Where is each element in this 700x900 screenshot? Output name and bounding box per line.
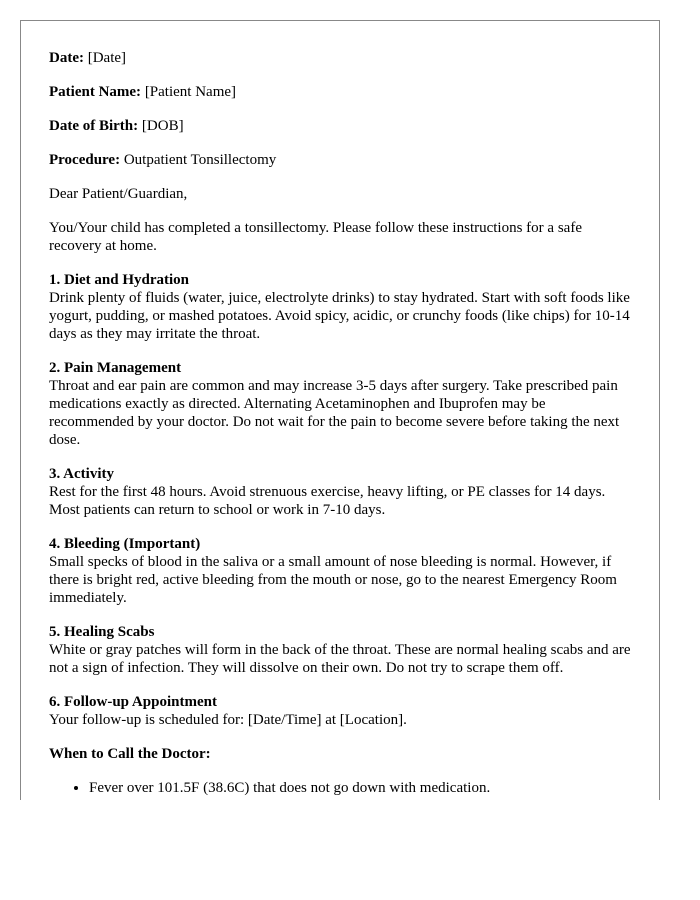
dob-label: Date of Birth: [49, 118, 139, 134]
section-body: Your follow-up is scheduled for: [Date/Time] at [Location]. [49, 712, 407, 728]
patient-name-value: [Patient Name] [144, 84, 237, 100]
greeting: Dear Patient/Guardian, [49, 186, 188, 202]
date-line [49, 49, 631, 67]
procedure-label: Procedure: [49, 152, 121, 168]
patient-name-line [49, 83, 631, 101]
section-title: 1. Diet and Hydration [49, 272, 190, 288]
section-body: White or gray patches will form in the back of the throat. These are normal healing scabs and are not a sign of infection. They will dissolve on their own. Do not try to scrape them off. [49, 642, 631, 676]
section-title: 3. Activity [49, 466, 114, 482]
procedure-line [49, 151, 631, 169]
dob-line [49, 117, 631, 135]
section-title: 5. Healing Scabs [49, 624, 155, 640]
intro-paragraph: You/Your child has completed a tonsillectomy. Please follow these instructions for a safe recovery at home. [49, 220, 582, 254]
list-item: • Fever over 101.5F (38.6C) that does not go down with medication. [89, 779, 631, 797]
section-pain [49, 359, 631, 449]
section-bleeding [49, 535, 631, 607]
section-activity [49, 465, 631, 519]
call-doctor-list [49, 779, 631, 797]
section-title: 4. Bleeding (Important) [49, 536, 201, 552]
date-value: [Date] [87, 50, 127, 66]
section-body: Small specks of blood in the saliva or a small amount of nose bleeding is normal. However, if there is bright red, active bleeding from the mouth or nose, go to the nearest Emergency Room immediately. [49, 554, 617, 606]
section-body: Rest for the first 48 hours. Avoid strenuous exercise, heavy lifting, or PE classes for 14 days. Most patients can return to school or work in 7-10 days. [49, 484, 606, 518]
section-body: Drink plenty of fluids (water, juice, electrolyte drinks) to stay hydrated. Start with soft foods like yogurt, pudding, or mashed potatoes. Avoid spicy, acidic, or crunchy foods (like chips) for 10-14 days as they may irritate the throat. [49, 290, 630, 342]
date-label: Date: [49, 50, 84, 66]
document-content [21, 21, 659, 797]
section-follow-up [49, 693, 631, 729]
procedure-value: Outpatient Tonsillectomy [123, 152, 277, 168]
section-diet [49, 271, 631, 343]
section-title: When to Call the Doctor: [49, 746, 211, 762]
section-title: 6. Follow-up Appointment [49, 694, 217, 710]
dob-value: [DOB] [141, 118, 184, 134]
patient-name-label: Patient Name: [49, 84, 142, 100]
document-page [20, 20, 660, 800]
section-title: 2. Pain Management [49, 360, 182, 376]
section-body: Throat and ear pain are common and may increase 3-5 days after surgery. Take prescribed pain medications exactly as directed. Alternating Acetaminophen and Ibuprofen may be recommended by your doctor. Do not wait for the pain to become severe before taking the next dose. [49, 378, 620, 448]
section-scabs [49, 623, 631, 677]
section-call-doctor [49, 745, 631, 797]
